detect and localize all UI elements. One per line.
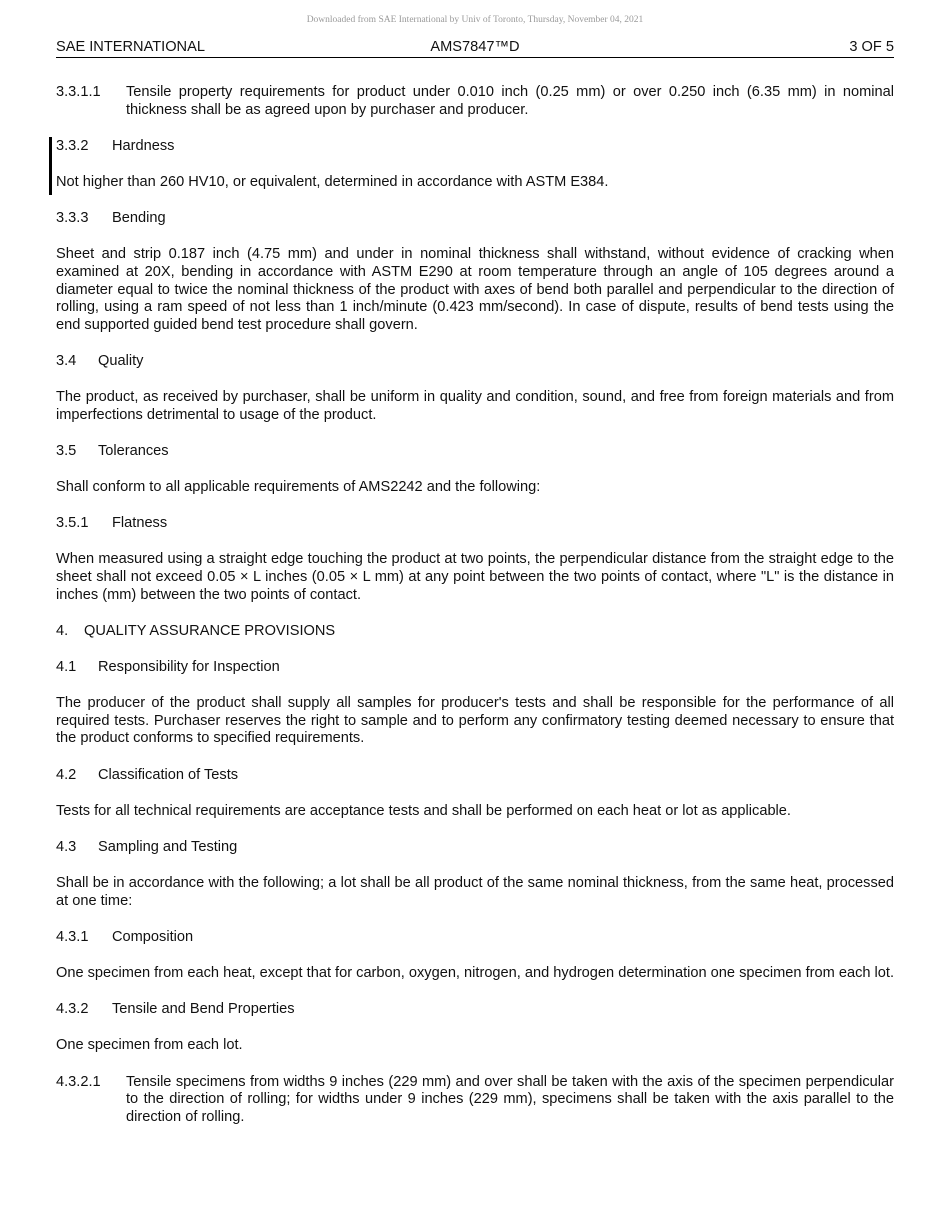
heading-3-3-3	[56, 210, 894, 228]
revision-change-bar	[49, 137, 52, 195]
heading-title: QUALITY ASSURANCE PROVISIONS	[84, 622, 336, 639]
heading-number: 3.5	[56, 442, 77, 459]
header-organization: SAE INTERNATIONAL	[56, 39, 205, 55]
clause-number: 4.3.2.1	[56, 1073, 101, 1090]
clause-4-3-2-1	[56, 1074, 894, 1127]
heading-title: Flatness	[112, 515, 168, 532]
heading-number: 4.2	[56, 766, 77, 783]
heading-title: Hardness	[112, 137, 175, 154]
heading-4	[56, 623, 894, 641]
heading-3-5	[56, 443, 894, 461]
clause-text: Tensile property requirements for product under 0.010 inch (0.25 mm) or over 0.250 inch (6.35 mm) in nominal thickness shall be as agreed upon by purchaser and producer.	[126, 84, 894, 118]
heading-title: Tolerances	[98, 442, 169, 459]
heading-title: Tensile and Bend Properties	[112, 1001, 295, 1018]
heading-number: 4.3	[56, 838, 77, 855]
paragraph-bending: Sheet and strip 0.187 inch (4.75 mm) and under in nominal thickness shall withstand, without evidence of cracking when examined at 20X, bending in accordance with ASTM E290 at room temperature through an angle of 105 degrees around a diameter equal to twice the nominal thickness of the product with axes of bend both parallel and perpendicular to the direction of rolling, using a ram speed of not less than 1 inch/minute (0.423 mm/second). In case of dispute, results of bend tests using the end supported guided bend test procedure shall govern.	[56, 246, 894, 333]
header-document-id: AMS7847™D	[430, 39, 520, 55]
heading-4-1	[56, 659, 894, 677]
paragraph-responsibility: The producer of the product shall supply all samples for producer's tests and shall be responsible for the performance of all required tests. Purchaser reserves the right to sample and to perform any confirmatory testing deemed necessary to ensure that the product conforms to specified requirements.	[56, 695, 894, 747]
heading-number: 4.3.1	[56, 928, 89, 945]
paragraph-hardness: Not higher than 260 HV10, or equivalent, determined in accordance with ASTM E384.	[56, 173, 609, 190]
paragraph-tolerances: Shall conform to all applicable requirements of AMS2242 and the following:	[56, 479, 541, 496]
heading-3-4	[56, 353, 894, 371]
heading-4-2	[56, 767, 894, 785]
download-watermark: Downloaded from SAE International by Univ of Toronto, Thursday, November 04, 2021	[306, 15, 644, 25]
heading-title: Responsibility for Inspection	[98, 659, 280, 675]
paragraph-composition: One specimen from each heat, except that for carbon, oxygen, nitrogen, and hydrogen determination one specimen from each lot.	[56, 965, 895, 982]
heading-number: 3.3.2	[56, 137, 89, 154]
heading-number: 4.3.2	[56, 1001, 89, 1018]
heading-number: 3.4	[56, 352, 77, 369]
heading-title: Composition	[112, 928, 194, 945]
clause-3-3-1-1	[56, 84, 894, 119]
heading-4-3	[56, 839, 894, 857]
paragraph-flatness: When measured using a straight edge touching the product at two points, the perpendicular distance from the straight edge to the sheet shall not exceed 0.05 × L inches (0.05 × L mm) at any point between the two points of contact, where "L" is the distance in inches (mm) between the two points of contact.	[56, 551, 894, 603]
paragraph-sampling: Shall be in accordance with the following; a lot shall be all product of the same nominal thickness, from the same heat, processed at one time:	[56, 875, 894, 909]
heading-3-3-2	[56, 138, 894, 156]
heading-title: Sampling and Testing	[98, 838, 238, 855]
heading-4-3-1	[56, 929, 894, 947]
heading-4-3-2	[56, 1001, 894, 1019]
heading-number: 3.5.1	[56, 515, 89, 532]
heading-title: Bending	[112, 210, 166, 227]
paragraph-classification: Tests for all technical requirements are acceptance tests and shall be performed on each heat or lot as applicable.	[56, 802, 791, 819]
paragraph-tensile-bend: One specimen from each lot.	[56, 1037, 243, 1054]
heading-number: 4.1	[56, 659, 77, 675]
heading-3-5-1	[56, 515, 894, 533]
paragraph-quality: The product, as received by purchaser, shall be uniform in quality and condition, sound, and free from foreign materials and from imperfections detrimental to usage of the product.	[56, 389, 894, 423]
header-page-number: 3 OF 5	[849, 39, 894, 55]
heading-number: 4.	[56, 622, 69, 639]
clause-number: 3.3.1.1	[56, 84, 101, 100]
document-body	[56, 84, 894, 1145]
heading-title: Quality	[98, 352, 144, 369]
heading-title: Classification of Tests	[98, 766, 239, 783]
page-header	[56, 39, 894, 58]
clause-text: Tensile specimens from widths 9 inches (229 mm) and over shall be taken with the axis of the specimen perpendicular to the direction of rolling; for widths under 9 inches (229 mm), specimens shall be taken with the axis parallel to the direction of rolling.	[126, 1073, 894, 1125]
heading-number: 3.3.3	[56, 210, 89, 227]
